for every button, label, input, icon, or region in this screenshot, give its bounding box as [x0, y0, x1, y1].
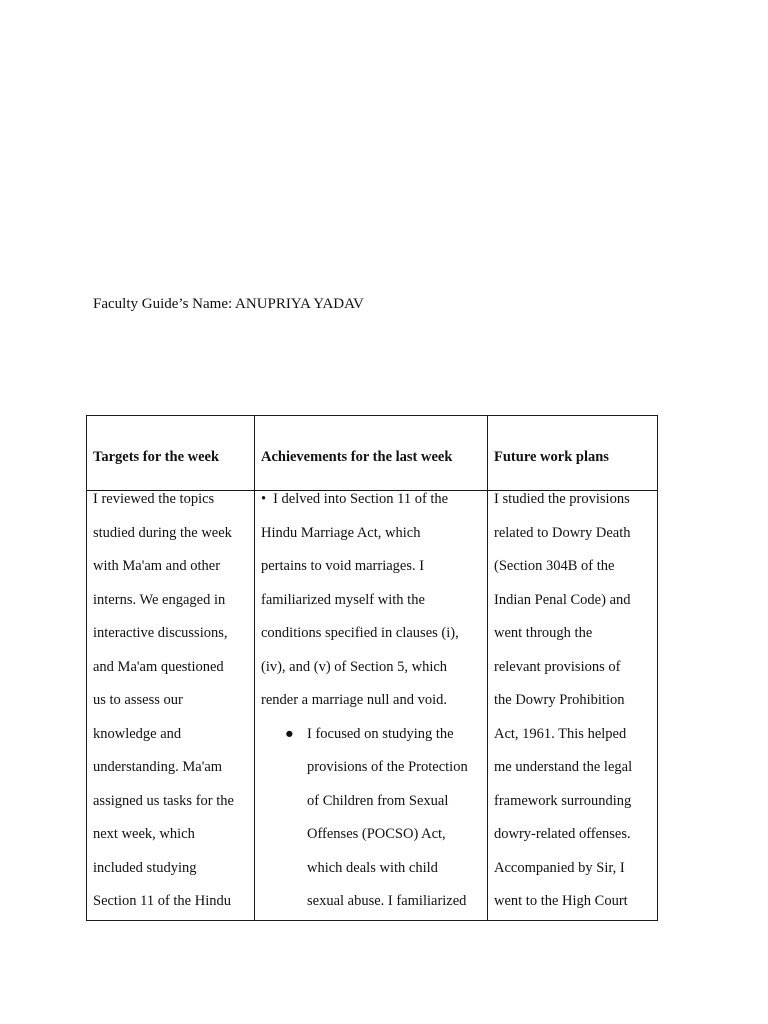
- achievement-bullet-1-line: familiarized myself with the: [261, 591, 425, 608]
- achievement-bullet-2-line: of Children from Sexual: [307, 792, 449, 809]
- achievement-bullet-2-line: I focused on studying the: [307, 725, 454, 742]
- future-line: I studied the provisions: [494, 491, 630, 507]
- targets-line: understanding. Ma'am: [93, 759, 223, 775]
- achievement-bullet-2-line: provisions of the Protection: [307, 759, 468, 775]
- achievement-bullet-2-line: sexual abuse. I familiarized: [307, 893, 467, 909]
- achievements-cell: [255, 491, 488, 921]
- achievement-bullet-1-line: (iv), and (v) of Section 5, which: [261, 658, 448, 675]
- targets-line: us to assess our: [93, 692, 183, 708]
- table-row: [87, 491, 658, 921]
- targets-text: [93, 491, 248, 919]
- achievement-bullet-1-line: Hindu Marriage Act, which: [261, 524, 421, 541]
- bullet-dot-icon: ●: [285, 725, 294, 742]
- achievement-bullet-1-line: • I delved into Section 11 of the: [261, 491, 481, 517]
- weekly-report-table: [86, 415, 658, 921]
- targets-line: and Ma'am questioned: [93, 658, 224, 675]
- future-line: went to the High Court: [494, 893, 628, 909]
- future-plans-text: [494, 491, 651, 919]
- targets-line: assigned us tasks for the: [93, 792, 234, 809]
- future-line: (Section 304B of the: [494, 558, 615, 574]
- future-line: went through the: [494, 625, 593, 641]
- future-line: framework surrounding: [494, 792, 632, 809]
- faculty-guide-name: Faculty Guide’s Name: ANUPRIYA YADAV: [93, 296, 364, 312]
- targets-line: with Ma'am and other: [93, 558, 221, 574]
- future-line: Act, 1961. This helped: [494, 725, 627, 742]
- future-line: relevant provisions of: [494, 658, 621, 675]
- future-line: Indian Penal Code) and: [494, 591, 631, 608]
- future-line: me understand the legal: [494, 759, 633, 775]
- achievement-bullet-2: [261, 718, 481, 919]
- future-line: the Dowry Prohibition: [494, 692, 625, 708]
- targets-cell: [87, 491, 255, 921]
- targets-line: interactive discussions,: [93, 625, 228, 641]
- targets-line: Section 11 of the Hindu: [93, 893, 231, 909]
- future-line: dowry-related offenses.: [494, 826, 631, 842]
- targets-line: interns. We engaged in: [93, 591, 226, 608]
- table-header-row: [87, 416, 658, 491]
- header-achievements: Achievements for the last week: [255, 416, 488, 491]
- future-plans-cell: [488, 491, 658, 921]
- targets-line: knowledge and: [93, 725, 182, 742]
- targets-line: included studying: [93, 859, 197, 876]
- achievement-bullet-1-line: conditions specified in clauses (i),: [261, 625, 459, 641]
- targets-line: next week, which: [93, 826, 195, 842]
- header-future-plans: Future work plans: [488, 416, 658, 491]
- achievement-bullet-2-line: Offenses (POCSO) Act,: [307, 826, 446, 842]
- header-targets: Targets for the week: [87, 416, 255, 491]
- achievement-bullet-2-line: which deals with child: [307, 859, 438, 876]
- future-line: related to Dowry Death: [494, 524, 631, 541]
- targets-line: I reviewed the topics: [93, 491, 215, 507]
- achievement-bullet-1-line: pertains to void marriages. I: [261, 558, 425, 574]
- targets-line: studied during the week: [93, 524, 232, 541]
- future-line: Accompanied by Sir, I: [494, 859, 625, 876]
- achievements-text: [261, 491, 481, 919]
- achievement-bullet-1-line: render a marriage null and void.: [261, 692, 448, 708]
